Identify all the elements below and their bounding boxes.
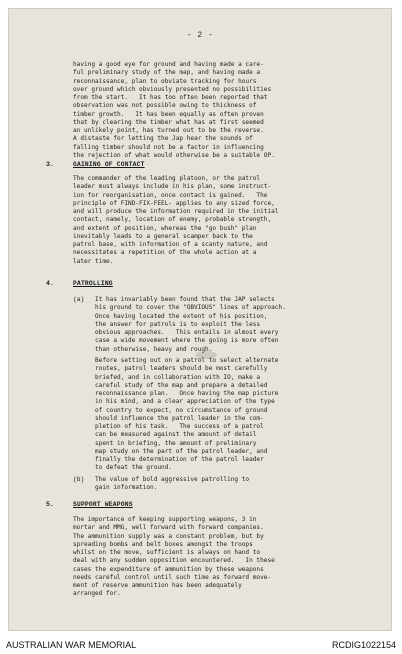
section-number: 4. xyxy=(46,280,54,287)
archive-name: AUSTRALIAN WAR MEMORIAL xyxy=(6,640,137,650)
section-number: 5. xyxy=(46,501,54,508)
section-body: The commander of the leading platoon, or the patrol leader must always include in his plan, some instruct- ion for reorganisation, once contact is gained. The principle of FIND-FIX-FEEL- applies to any sized force, and will produce the information required in the initial contact, namely, location of enemy, probable strength, and extent of position, whereas the "go bush" plan inevitably leads to a general scamper back to the patrol base, with information of a scanty nature, and necessitates a repetition of the whole action at a later time. xyxy=(73,175,279,265)
section-title: PATROLLING xyxy=(73,280,113,287)
subsection-body: It has invariably been found that the JAP selects his ground to cover the "OBVIOUS" lines of approach. Once having located the extent of his position, the answer for patrols is to exploit the less obvious approaches. This entails in almost every case a wide movement where the going is more often than otherwise, heavy and rough. xyxy=(95,296,286,353)
ink-smudge xyxy=(195,351,217,359)
intro-paragraph: having a good eye for ground and having made a care- ful preliminary study of the map, and having made a reconnaissance, plan to obviate tracking for hours over ground which obviously presented no possibilities from the start. It has too often been reported that observation was not possible owing to thickness of timber growth. It has been equally as often proven that by clearing the timber what has at first seemed an unlikely point, has turned out to be the reverse. A distaste for letting the Jap hear the sounds of falling timber should not be a factor in influencing the rejection of what would otherwise be a suitable OP. xyxy=(73,61,275,159)
page-number: - 2 - xyxy=(186,31,214,40)
subsection-body: Before setting out on a patrol to select alternate routes, patrol leaders should be most carefully briefed, and in collaboration with IO, make a careful study of the map and prepare a detailed reconnaissance plan. Once having the map picture in his mind, and a clear appreciation of the type of country to expect, no circumstance of ground should influence the patrol leader in the com- pletion of his task. The success of a patrol can be measured against the amount of detail spent in briefing, the amount of preliminary map study on the part of the patrol leader, and finally the determination of the patrol leader to defeat the ground. xyxy=(95,357,279,472)
section-number: 3. xyxy=(46,161,54,168)
section-title: GAINING OF CONTACT xyxy=(73,161,145,168)
section-body: The importance of keeping supporting weapons, 3 in mortar and MMG, well forward with forward companies. The ammunition supply was a constant problem, but by spreading bombs and belt boxes amongst the troops whilst on the move, sufficient is always on hand to deal with any sudden opposition encountered. In these cases the expenditure of ammunition by these weapons needs careful control until such time as forward move- ment of reserve ammunition has been adequately arranged for. xyxy=(73,516,275,598)
subsection-label: (b) xyxy=(73,476,85,483)
subsection-label: (a) xyxy=(73,296,85,303)
document-body xyxy=(9,9,391,630)
subsection-body: The value of bold aggressive patrolling to gain information. xyxy=(95,476,250,492)
section-title: SUPPORT WEAPONS xyxy=(73,501,133,508)
record-id: RCDIG1022154 xyxy=(331,640,396,650)
document-page xyxy=(9,9,391,630)
archive-footer xyxy=(0,632,402,654)
